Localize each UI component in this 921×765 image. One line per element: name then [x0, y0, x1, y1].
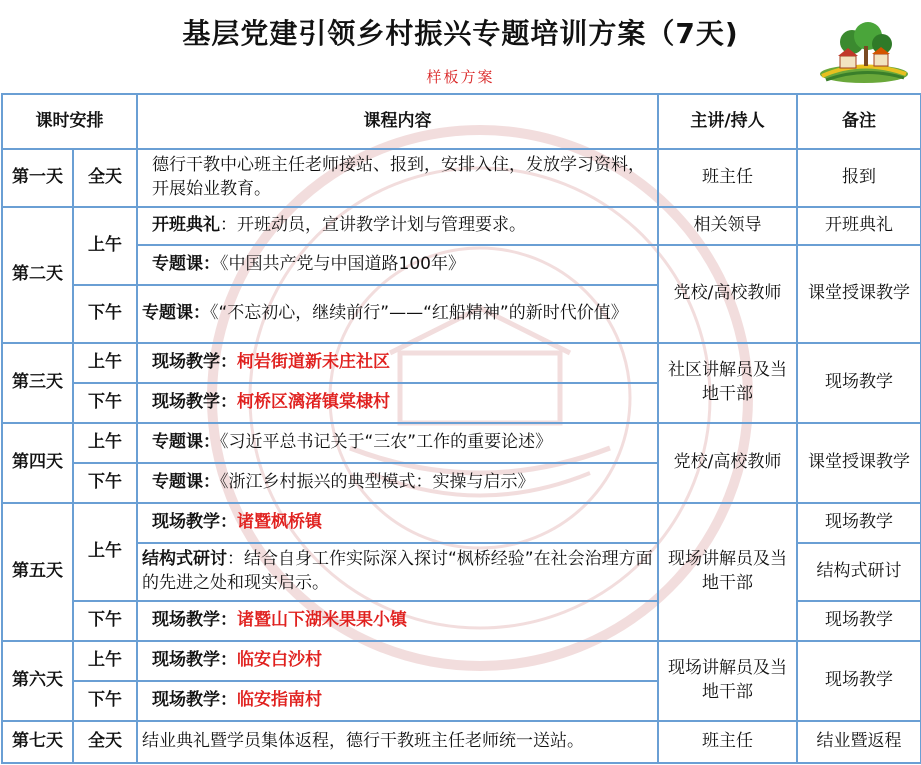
course-content	[137, 423, 658, 463]
lecturer-cell: 相关领导	[658, 207, 797, 245]
site-name: 柯桥区漓渚镇棠棣村	[237, 392, 390, 413]
course-content	[137, 641, 658, 681]
content-text: 《浙江乡村振兴的典型模式：实操与启示》	[220, 472, 535, 493]
course-content	[137, 343, 658, 383]
note-cell: 现场教学	[797, 641, 921, 721]
day-cell: 第七天	[2, 721, 73, 763]
content-label: 现场教学：	[152, 690, 237, 711]
site-name: 临安白沙村	[237, 650, 322, 671]
table-row	[2, 245, 921, 285]
content-label: 专题课：	[142, 303, 210, 324]
day-cell: 第一天	[2, 149, 73, 207]
lecturer-cell: 党校/高校教师	[658, 423, 797, 503]
course-content	[137, 245, 658, 285]
table-row	[2, 641, 921, 681]
page-subtitle: 样板方案	[426, 68, 495, 86]
note-cell: 课堂授课教学	[797, 245, 921, 343]
content-label: 专题课：	[152, 472, 220, 493]
day-cell: 第二天	[2, 207, 73, 343]
content-label: 现场教学：	[152, 512, 237, 533]
course-content	[137, 681, 658, 721]
content-label: 专题课：	[152, 432, 220, 453]
day-cell: 第四天	[2, 423, 73, 503]
note-cell: 结业暨返程	[797, 721, 921, 763]
course-content	[137, 383, 658, 423]
period-cell: 上午	[73, 423, 137, 463]
period-cell: 下午	[73, 601, 137, 641]
site-name: 临安指南村	[237, 690, 322, 711]
content-label: 专题课：	[152, 254, 220, 275]
content-label: 现场教学：	[152, 392, 237, 413]
note-cell: 课堂授课教学	[797, 423, 921, 503]
lecturer-cell: 党校/高校教师	[658, 245, 797, 343]
table-row	[2, 207, 921, 245]
page-title: 基层党建引领乡村振兴专题培训方案（7天)	[182, 17, 739, 50]
day-cell: 第六天	[2, 641, 73, 721]
course-content	[137, 149, 658, 207]
note-cell: 报到	[797, 149, 921, 207]
content-label: 现场教学：	[152, 352, 237, 373]
lecturer-cell: 班主任	[658, 149, 797, 207]
note-cell: 现场教学	[797, 343, 921, 423]
site-name: 诸暨枫桥镇	[237, 512, 322, 533]
period-cell: 全天	[73, 149, 137, 207]
content-text: 《中国共产党与中国道路100年》	[220, 254, 465, 275]
course-content	[137, 285, 658, 343]
table-row	[2, 503, 921, 543]
header-content: 课程内容	[137, 94, 658, 149]
day-cell: 第五天	[2, 503, 73, 641]
content-label: 结构式研讨	[142, 549, 227, 570]
content-label: 现场教学：	[152, 610, 237, 631]
content-text: 《习近平总书记关于“三农”工作的重要论述》	[220, 432, 553, 453]
lecturer-cell: 社区讲解员及当地干部	[658, 343, 797, 423]
table-row	[2, 149, 921, 207]
period-cell: 下午	[73, 463, 137, 503]
course-content	[137, 463, 658, 503]
note-cell: 现场教学	[797, 503, 921, 543]
content-text: 《“不忘初心，继续前行”——“红船精神”的新时代价值》	[210, 303, 628, 324]
period-cell: 上午	[73, 641, 137, 681]
content-text: ：开班动员，宣讲教学计划与管理要求。	[220, 215, 526, 236]
table-row	[2, 721, 921, 763]
period-cell: 下午	[73, 383, 137, 423]
site-name: 诸暨山下湖米果果小镇	[237, 610, 407, 631]
course-content	[137, 207, 658, 245]
village-logo-icon	[812, 18, 912, 88]
table-row	[2, 343, 921, 383]
table-row	[2, 423, 921, 463]
course-content	[137, 503, 658, 543]
content-text: ：结合自身工作实际深入探讨“枫桥经验”在社会治理方面的先进之处和现实启示。	[142, 549, 653, 593]
course-content	[137, 721, 658, 763]
site-name: 柯岩街道新未庄社区	[237, 352, 390, 373]
period-cell: 下午	[73, 285, 137, 343]
content-label: 现场教学：	[152, 650, 237, 671]
day-cell: 第三天	[2, 343, 73, 423]
lecturer-cell: 班主任	[658, 721, 797, 763]
schedule-table	[1, 93, 921, 764]
period-cell: 上午	[73, 207, 137, 285]
header-schedule: 课时安排	[2, 94, 137, 149]
header-notes: 备注	[797, 94, 921, 149]
course-content	[137, 543, 658, 601]
period-cell: 上午	[73, 343, 137, 383]
lecturer-cell: 现场讲解员及当地干部	[658, 641, 797, 721]
note-cell: 结构式研讨	[797, 543, 921, 601]
lecturer-cell: 现场讲解员及当地干部	[658, 503, 797, 641]
course-content	[137, 601, 658, 641]
content-text: 结业典礼暨学员集体返程，德行干教班主任老师统一送站。	[142, 731, 584, 752]
content-label: 开班典礼	[152, 215, 220, 236]
period-cell: 全天	[73, 721, 137, 763]
table-header-row	[2, 94, 921, 149]
note-cell: 现场教学	[797, 601, 921, 641]
period-cell: 上午	[73, 503, 137, 601]
content-text: 德行干教中心班主任老师接站、报到，安排入住，发放学习资料，开展始业教育。	[152, 155, 645, 199]
period-cell: 下午	[73, 681, 137, 721]
note-cell: 开班典礼	[797, 207, 921, 245]
header-lecturer: 主讲/持人	[658, 94, 797, 149]
